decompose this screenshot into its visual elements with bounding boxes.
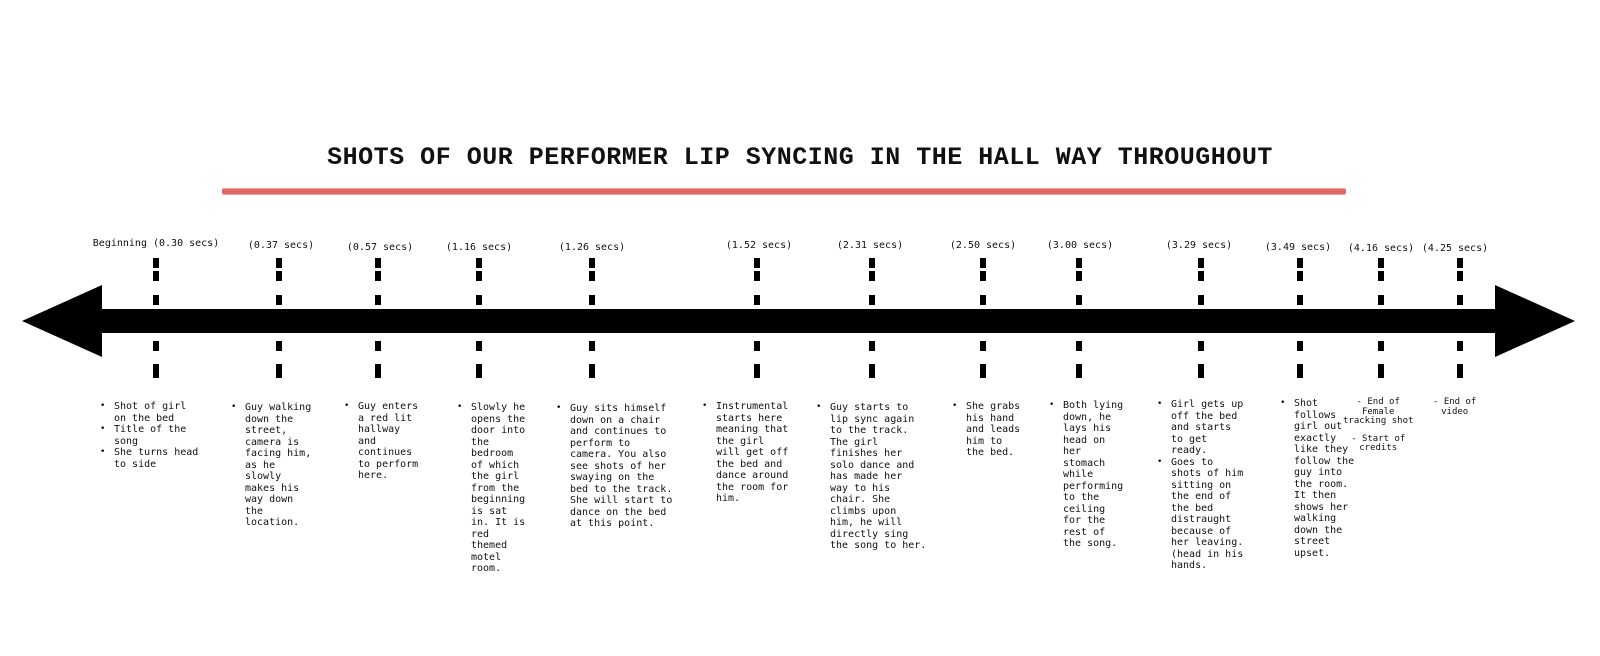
tick-dash (869, 271, 875, 281)
tick-dash (276, 341, 282, 351)
event-notes (1171, 399, 1243, 572)
right-arrowhead (1495, 285, 1575, 357)
time-label: (1.16 secs) (445, 242, 513, 253)
tick-dash (276, 271, 282, 281)
tick-dash (1378, 295, 1384, 305)
tick-dash (1457, 258, 1463, 268)
event-note-text: - End of Female tracking shot (1343, 397, 1414, 426)
event-note-item: • Guy enters a red lit hallway and continues to perform here. (358, 401, 418, 482)
tick-dash (754, 341, 760, 351)
time-label: (1.26 secs) (558, 242, 626, 253)
event-notes (1343, 398, 1413, 454)
tick-dash (375, 364, 381, 378)
tick-dash (869, 341, 875, 351)
tick-dash (1076, 341, 1082, 351)
tick-dash (1198, 364, 1204, 378)
tick-dash (980, 258, 986, 268)
event-notes (830, 402, 926, 552)
tick-dash (476, 295, 482, 305)
tick-dash (589, 258, 595, 268)
event-note-item: • Title of the song (114, 424, 198, 447)
event-note-item: • She turns head to side (114, 447, 198, 470)
tick-dash (1076, 258, 1082, 268)
timeline-bar (100, 309, 1497, 333)
tick-dash (1297, 271, 1303, 281)
tick-dash (375, 295, 381, 305)
left-arrowhead (22, 285, 102, 357)
tick-dash (980, 271, 986, 281)
time-label: Beginning (0.30 secs) (92, 238, 220, 249)
event-note-item: • Goes to shots of him sitting on the end of the bed distraught because of her leaving. (head in his hands. (1171, 457, 1243, 572)
time-label: (4.25 secs) (1421, 243, 1489, 254)
event-note-item: • Guy walking down the street, camera is facing him, as he slowly makes his way down the location. (245, 402, 311, 529)
tick-dash (276, 364, 282, 378)
tick-dash (476, 364, 482, 378)
tick-dash (869, 295, 875, 305)
time-label: (3.29 secs) (1165, 240, 1233, 251)
tick-dash (589, 341, 595, 351)
tick-dash (754, 364, 760, 378)
tick-dash (869, 364, 875, 378)
tick-dash (754, 271, 760, 281)
tick-dash (276, 295, 282, 305)
tick-dash (476, 271, 482, 281)
event-notes (716, 401, 788, 505)
time-label: (0.57 secs) (346, 242, 414, 253)
tick-dash (1457, 271, 1463, 281)
tick-dash (589, 295, 595, 305)
tick-dash (1076, 364, 1082, 378)
event-notes (1433, 398, 1476, 417)
event-notes (471, 402, 525, 575)
tick-dash (1297, 364, 1303, 378)
event-notes (245, 402, 311, 529)
event-notes (966, 401, 1020, 459)
tick-dash (1297, 341, 1303, 351)
tick-dash (153, 271, 159, 281)
event-note-item: • Slowly he opens the door into the bedroom of which the girl from the beginning is sat in. It is red themed motel room. (471, 402, 525, 575)
event-note-item: • She grabs his hand and leads him to the bed. (966, 401, 1020, 459)
tick-dash (1457, 295, 1463, 305)
tick-dash (276, 258, 282, 268)
tick-dash (1378, 341, 1384, 351)
event-notes (570, 403, 672, 530)
tick-dash (476, 258, 482, 268)
time-label: (4.16 secs) (1347, 243, 1415, 254)
tick-dash (980, 364, 986, 378)
event-note-item: • Shot follows girl out exactly like they follow the guy into the room. It then shows her walking down the street upset. (1294, 398, 1354, 559)
event-note-item: • Instrumental starts here meaning that the girl will get off the bed and dance around the room for him. (716, 401, 788, 505)
tick-dash (375, 341, 381, 351)
tick-dash (1378, 271, 1384, 281)
tick-dash (1297, 295, 1303, 305)
tick-dash (1457, 364, 1463, 378)
tick-dash (980, 295, 986, 305)
event-note-item: • Guy sits himself down on a chair and continues to perform to camera. You also see shots of her swaying on the bed to the track. She will start to dance on the bed at this point. (570, 403, 672, 530)
tick-dash (375, 258, 381, 268)
tick-dash (754, 295, 760, 305)
tick-dash (153, 295, 159, 305)
tick-dash (1378, 364, 1384, 378)
tick-dash (589, 364, 595, 378)
event-note-item: • Both lying down, he lays his head on her stomach while performing to the ceiling for the rest of the song. (1063, 400, 1123, 550)
tick-dash (1198, 271, 1204, 281)
time-label: (2.31 secs) (836, 240, 904, 251)
tick-dash (153, 341, 159, 351)
tick-dash (754, 258, 760, 268)
event-note-item: • Guy starts to lip sync again to the track. The girl finishes her solo dance and has made her way to his chair. She climbs upon him, he will directly sing the song to her. (830, 402, 926, 552)
tick-dash (476, 341, 482, 351)
tick-dash (1198, 341, 1204, 351)
time-label: (3.49 secs) (1264, 242, 1332, 253)
time-label: (3.00 secs) (1046, 240, 1114, 251)
event-note-item: • Shot of girl on the bed (114, 401, 198, 424)
tick-dash (1198, 295, 1204, 305)
tick-dash (1198, 258, 1204, 268)
event-notes (114, 401, 198, 470)
event-notes (1063, 400, 1123, 550)
tick-dash (1076, 271, 1082, 281)
tick-dash (869, 258, 875, 268)
time-label: (0.37 secs) (247, 240, 315, 251)
tick-dash (1076, 295, 1082, 305)
tick-dash (589, 271, 595, 281)
event-note-text: - Start of credits (1351, 433, 1406, 453)
event-note-item: • Girl gets up off the bed and starts to get ready. (1171, 399, 1243, 457)
tick-dash (980, 341, 986, 351)
tick-dash (153, 364, 159, 378)
tick-dash (1457, 341, 1463, 351)
tick-dash (153, 258, 159, 268)
event-note-text: - End of video (1433, 397, 1477, 417)
time-label: (2.50 secs) (949, 240, 1017, 251)
tick-dash (1297, 258, 1303, 268)
diagram-title: SHOTS OF OUR PERFORMER LIP SYNCING IN THE HALL WAY THROUGHOUT (327, 143, 1273, 172)
tick-dash (375, 271, 381, 281)
event-notes (358, 401, 418, 482)
time-label: (1.52 secs) (725, 240, 793, 251)
tick-dash (1378, 258, 1384, 268)
